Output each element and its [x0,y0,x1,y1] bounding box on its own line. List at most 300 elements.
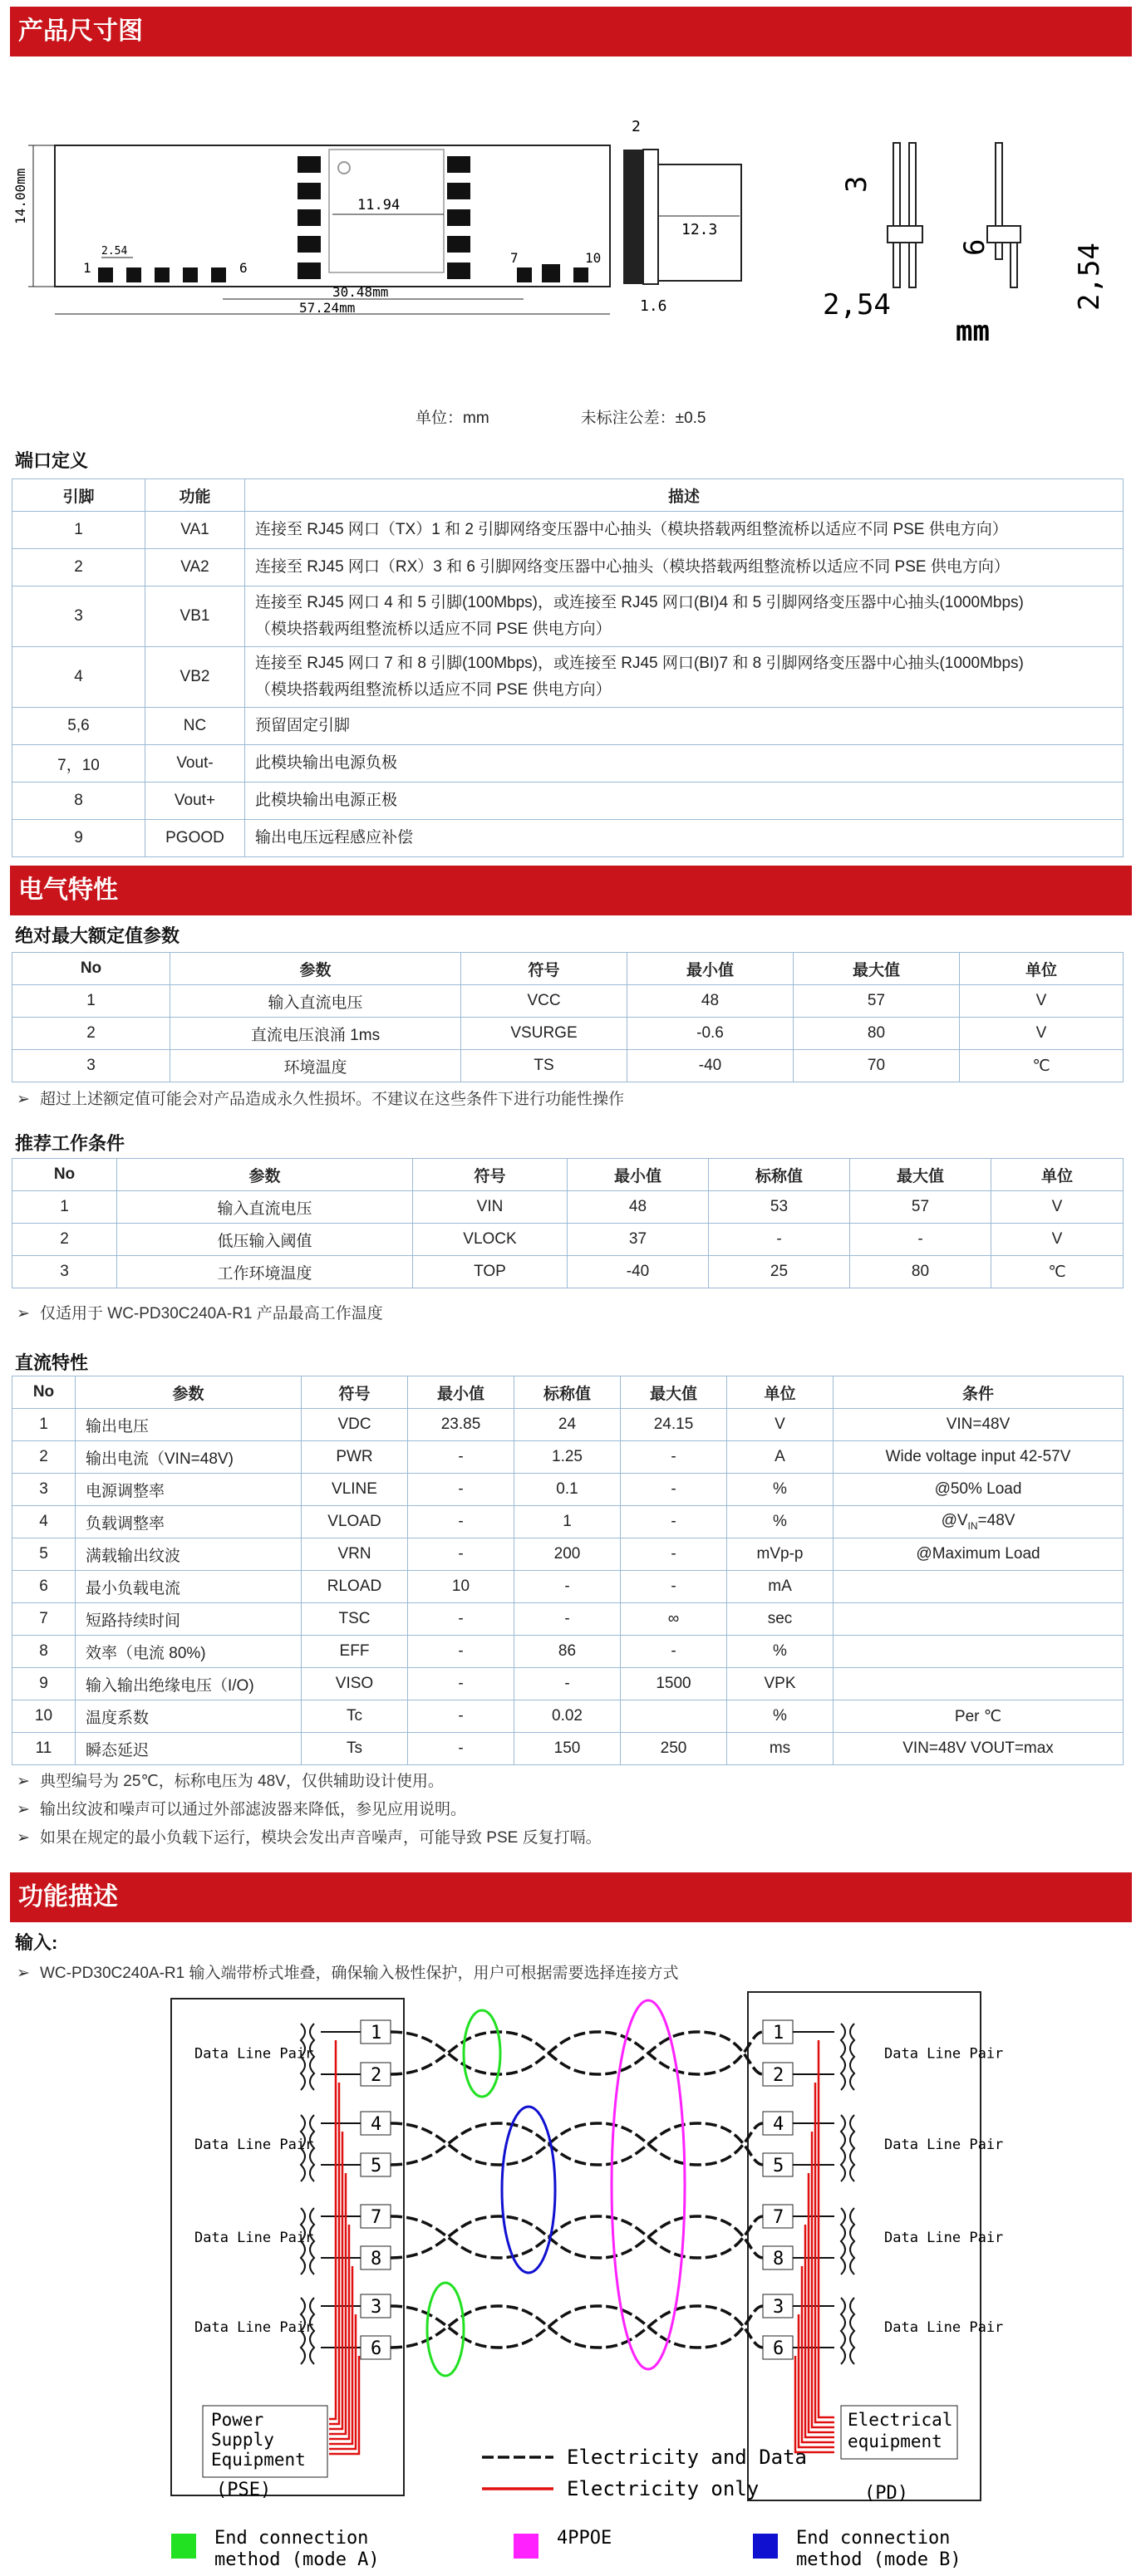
pin-cell: 2 [12,549,145,586]
desc-cell: 输出电压远程感应补偿 [245,820,1124,857]
table-cell: % [727,1636,834,1668]
table-header: 参数 [76,1376,302,1409]
table-cell: RLOAD [302,1571,408,1603]
table-header: 标称值 [709,1159,850,1191]
table-cell: - [850,1224,991,1256]
transformer-coil [841,2024,845,2090]
cable-wire [391,2216,763,2258]
table-cell: TOP [413,1256,568,1288]
table-cell: 7 [12,1603,76,1636]
table-cell [834,1668,1124,1700]
desc-cell: 预留固定引脚 [245,708,1124,745]
table-cell: TSC [302,1603,408,1636]
table-cell: - [709,1224,850,1256]
table-cell: 0.1 [514,1474,621,1506]
pair-lead [321,2032,361,2074]
table-row [12,1191,1124,1224]
power-wire-left [329,2040,336,2419]
side-1-6-label: 1.6 [640,297,667,315]
table-cell: ℃ [960,1050,1124,1082]
table-cell: 1.25 [514,1441,621,1474]
pair-lead [793,2216,834,2258]
transformer-coil [841,2298,845,2364]
table-cell: 输入直流电压 [170,985,461,1018]
table-cell: 80 [850,1256,991,1288]
table-cell: 25 [709,1256,850,1288]
desc-cell: 此模块输出电源负极 [245,745,1124,783]
data-line-pair-label-right: Data Line Pair [884,2137,1004,2153]
pin-3-label: 3 [840,175,873,193]
table-cell: 86 [514,1636,621,1668]
data-line-pair-label-left: Data Line Pair [194,2319,314,2336]
transformer-coil [850,2208,854,2274]
recommended-table [12,1158,1124,1288]
table-cell: - [514,1571,621,1603]
legend-power-label: Electricity only [567,2477,760,2500]
table-row [12,708,1124,745]
table-cell: -40 [627,1050,794,1082]
table-row [12,1668,1124,1700]
table-cell: VLOCK [413,1224,568,1256]
table-cell: VDC [302,1409,408,1441]
pin6-label: 6 [239,260,248,276]
pitch-254b-label: 2,54 [1073,243,1106,311]
table-cell: 3 [12,1474,76,1506]
transformer-coil [850,2024,854,2090]
table-cell: 输出电压 [76,1409,302,1441]
table-header: No [12,1159,117,1191]
function-cell: Vout- [145,745,245,783]
table-header: 单位 [991,1159,1124,1191]
function-cell: VA1 [145,512,245,549]
function-cell: VB2 [145,647,245,708]
function-cell: Vout+ [145,783,245,820]
table-cell: VLOAD [302,1506,408,1538]
function-cell: PGOOD [145,820,245,857]
pin-cell: 5,6 [12,708,145,745]
pin-cell: 8 [12,783,145,820]
data-line-pair-label-right: Data Line Pair [884,2230,1004,2246]
table-cell: - [408,1474,514,1506]
cable-wire [391,2216,763,2258]
input-title: 输入: [15,1932,58,1953]
transformer-coil [850,2298,854,2364]
table-cell: VLINE [302,1474,408,1506]
desc-cell: 连接至 RJ45 网口（TX）1 和 2 引脚网络变压器中心抽头（模块搭载两组整流桥以适应不同 PSE 供电方向） [245,512,1124,549]
legend-key-label: method (mode B) [796,2549,961,2570]
pin-label-right: 5 [773,2156,784,2176]
table-cell: Wide voltage input 42-57V [834,1441,1124,1474]
ports-header: 功能 [145,479,245,512]
input-desc: ➢ WC-PD30C240A-R1 输入端带桥式堆叠，确保输入极性保护，用户可根据需要选择连接方式 [17,1965,679,1982]
table-cell: 6 [12,1571,76,1603]
mm-label: mm [956,315,990,348]
table-cell: @50% Load [834,1474,1124,1506]
ports-title: 端口定义 [15,450,89,471]
recommended-note: ➢ 仅适用于 WC-PD30C240A-R1 产品最高工作温度 [17,1305,383,1322]
table-cell: Per ℃ [834,1700,1124,1733]
table-cell: - [408,1668,514,1700]
table-cell: 输入直流电压 [117,1191,413,1224]
pin-label-left: 3 [371,2297,382,2318]
power-wire-left [329,2083,339,2424]
table-cell: 53 [709,1191,850,1224]
table-cell: V [991,1191,1124,1224]
table-cell: V [727,1409,834,1441]
table-cell: 输入输出绝缘电压（I/O) [76,1668,302,1700]
units-note: 单位：mm 未标注公差：±0.5 [416,410,706,427]
table-cell: 80 [794,1018,960,1050]
table-row [12,586,1124,647]
pin-label-left: 5 [371,2156,382,2176]
table-cell: - [408,1700,514,1733]
table-cell: 48 [627,985,794,1018]
mode-b-marker [502,2107,555,2273]
table-cell: Ts [302,1733,408,1765]
table-cell: mA [727,1571,834,1603]
pd-label-line: equipment [848,2431,942,2451]
table-header: 条件 [834,1376,1124,1409]
legend-data-label: Electricity and Data [567,2446,807,2469]
side-2-label: 2 [632,118,641,135]
table-cell: % [727,1506,834,1538]
data-line-pair-label-left: Data Line Pair [194,2137,314,2153]
table-cell: 57 [794,985,960,1018]
table-cell: % [727,1700,834,1733]
table-cell: - [621,1571,727,1603]
recommended-title: 推荐工作条件 [15,1133,125,1154]
section-title-dimensions: 产品尺寸图 [10,7,1132,56]
legend-key-label: End connection [796,2528,951,2549]
table-cell: % [727,1474,834,1506]
table-cell: 低压输入阈值 [117,1224,413,1256]
pin-cell: 4 [12,647,145,708]
table-cell: Tc [302,1700,408,1733]
table-row [12,647,1124,708]
table-header: No [12,1376,76,1409]
table-row [12,1603,1124,1636]
table-cell: 3 [12,1256,117,1288]
table-cell: - [621,1636,727,1668]
table-header: 最小值 [408,1376,514,1409]
pin-cell: 7，10 [12,745,145,783]
table-cell: @Maximum Load [834,1538,1124,1571]
table-row [12,1474,1124,1506]
table-header: 最大值 [794,953,960,985]
table-cell: 1 [514,1506,621,1538]
table-row [12,1571,1124,1603]
table-header: 符号 [413,1159,568,1191]
pin-label-right: 8 [773,2249,784,2269]
pse-label-line: Power [211,2410,264,2430]
pair-lead [321,2216,361,2258]
legend-swatch [753,2534,778,2559]
function-cell: NC [145,708,245,745]
abs-max-table [12,952,1124,1082]
transformer-coil [841,2115,845,2181]
table-row [12,1636,1124,1668]
table-row [12,1733,1124,1765]
dc-notes: ➢ 典型编号为 25℃，标称电压为 48V，仅供辅助设计使用。 ➢ 输出纹波和噪声可以通过外部滤波器来降低，参见应用说明。 ➢ 如果在规定的最小负载下运行，模块会发出声音噪声，可能导致 PSE 反复打嗝。 [17,1773,602,1847]
desc-cell: 连接至 RJ45 网口 4 和 5 引脚(100Mbps)，或连接至 RJ45 网口(BI)4 和 5 引脚网络变压器中心抽头(1000Mbps) （模块搭载两组整流桥以适应不同 PSE 供电方向） [245,586,1124,647]
table-row [12,1224,1124,1256]
dc-table [12,1376,1124,1765]
cable-wire [391,2032,763,2074]
mode-a-marker [464,2010,500,2097]
table-cell: -40 [568,1256,709,1288]
pse-label-line: Supply [211,2430,274,2450]
table-cell: 150 [514,1733,621,1765]
table-cell: 23.85 [408,1409,514,1441]
table-cell: V [960,985,1124,1018]
dim-total-label: 57.24mm [299,300,356,316]
dc-title: 直流特性 [15,1352,89,1373]
table-row [12,1018,1124,1050]
pitch-254a-label: 2,54 [823,288,891,321]
table-header: 参数 [117,1159,413,1191]
table-cell: 2 [12,1018,170,1050]
pair-lead [793,2123,834,2165]
table-cell: - [621,1474,727,1506]
poe-wiring-diagram [0,1985,1136,2576]
table-cell: sec [727,1603,834,1636]
table-cell: VIN=48V VOUT=max [834,1733,1124,1765]
table-cell [834,1571,1124,1603]
table-cell: 最小负载电流 [76,1571,302,1603]
data-line-pair-label-left: Data Line Pair [194,2045,314,2063]
pin-label-right: 4 [773,2114,784,2135]
dim-height-label: 14.00mm [12,168,28,224]
table-cell: - [408,1441,514,1474]
ports-header: 引脚 [12,479,145,512]
table-cell: 24.15 [621,1409,727,1441]
table-cell: VISO [302,1668,408,1700]
table-header: 最大值 [621,1376,727,1409]
table-cell: 9 [12,1668,76,1700]
table-cell: $@V_{IN}=48V$ [834,1506,1124,1538]
table-row [12,549,1124,586]
pin-label-right: 1 [773,2023,784,2044]
table-row [12,783,1124,820]
cable-wire [391,2032,763,2074]
pin-label-right: 3 [773,2297,784,2318]
pin-cell: 1 [12,512,145,549]
pin7-label: 7 [510,250,519,266]
abs-max-title: 绝对最大额定值参数 [15,925,180,946]
power-wire-right [819,2040,834,2417]
table-cell: EFF [302,1636,408,1668]
cable-wire [391,2306,763,2348]
pin-cell: 3 [12,586,145,647]
pair-lead [793,2032,834,2074]
desc-cell: 此模块输出电源正极 [245,783,1124,820]
table-row [12,1409,1124,1441]
pin-label-left: 6 [371,2338,382,2359]
legend-key-label: method (mode A) [214,2549,380,2570]
table-header: No [12,953,170,985]
pin10-label: 10 [585,250,602,266]
table-cell: 1500 [621,1668,727,1700]
function-cell: VA2 [145,549,245,586]
table-cell: 负载调整率 [76,1506,302,1538]
table-cell: 70 [794,1050,960,1082]
table-cell: 0.02 [514,1700,621,1733]
pd-label-line: Electrical [848,2410,953,2430]
data-line-pair-label-left: Data Line Pair [194,2230,314,2246]
data-line-pair-label-right: Data Line Pair [884,2319,1004,2336]
table-cell [834,1636,1124,1668]
table-cell: V [960,1018,1124,1050]
pse-label-line: Equipment [211,2450,306,2470]
table-header: 最小值 [568,1159,709,1191]
table-cell: 短路持续时间 [76,1603,302,1636]
table-row [12,512,1124,549]
table-cell [834,1603,1124,1636]
pin-label-left: 2 [371,2065,382,2086]
table-cell: - [408,1636,514,1668]
legend-key-label: 4PPOE [557,2528,612,2549]
table-cell: mVp-p [727,1538,834,1571]
dimension-drawing [0,100,1136,349]
table-cell: 3 [12,1050,170,1082]
pin-cell: 9 [12,820,145,857]
table-cell: - [408,1506,514,1538]
table-cell: 1 [12,1409,76,1441]
table-cell: VRN [302,1538,408,1571]
table-cell: 工作环境温度 [117,1256,413,1288]
table-cell: VCC [461,985,627,1018]
table-cell: 5 [12,1538,76,1571]
table-cell: 37 [568,1224,709,1256]
pin-label-right: 2 [773,2065,784,2086]
table-cell: - [621,1441,727,1474]
table-header: 符号 [461,953,627,985]
table-cell: VIN=48V [834,1409,1124,1441]
pin1-label: 1 [83,260,91,276]
table-cell: 4 [12,1506,76,1538]
table-cell: 温度系数 [76,1700,302,1733]
pd-name: (PD) [864,2483,908,2504]
table-cell: -0.6 [627,1018,794,1050]
pin-label-left: 4 [371,2114,382,2135]
table-header: 最小值 [627,953,794,985]
table-cell: 输出电流（VIN=48V) [76,1441,302,1474]
table-cell: TS [461,1050,627,1082]
table-cell [621,1700,727,1733]
legend-swatch [514,2534,538,2559]
table-header: 标称值 [514,1376,621,1409]
table-cell: 200 [514,1538,621,1571]
function-cell: VB1 [145,586,245,647]
table-cell: ms [727,1733,834,1765]
table-cell: 8 [12,1636,76,1668]
table-header: 单位 [727,1376,834,1409]
4ppoe-marker [612,2000,685,2369]
table-cell: - [408,1733,514,1765]
desc-cell: 连接至 RJ45 网口 7 和 8 引脚(100Mbps)，或连接至 RJ45 网口(BI)7 和 8 引脚网络变压器中心抽头(1000Mbps) （模块搭载两组整流桥以适应不同 PSE 供电方向） [245,647,1124,708]
table-header: 单位 [960,953,1124,985]
table-header: 符号 [302,1376,408,1409]
table-cell: 48 [568,1191,709,1224]
table-row [12,1538,1124,1571]
table-row [12,985,1124,1018]
pin-label-right: 6 [773,2338,784,2359]
table-cell: PWR [302,1441,408,1474]
table-cell: 1 [12,1191,117,1224]
section-title-function: 功能描述 [10,1872,1132,1922]
table-cell: 250 [621,1733,727,1765]
table-cell: 效率（电流 80%) [76,1636,302,1668]
table-cell: 环境温度 [170,1050,461,1082]
table-cell: VIN [413,1191,568,1224]
pair-lead [321,2123,361,2165]
table-row [12,1700,1124,1733]
table-cell: 1 [12,985,170,1018]
table-row [12,1050,1124,1082]
dim-span-label: 30.48mm [332,284,389,300]
dim-inner-label: 11.94 [357,197,401,213]
table-cell: 10 [12,1700,76,1733]
table-cell: 2 [12,1224,117,1256]
pin-label-right: 7 [773,2207,784,2228]
cable-wire [391,2306,763,2348]
table-cell: ∞ [621,1603,727,1636]
pin-label-left: 1 [371,2023,382,2044]
pin-label-left: 8 [371,2249,382,2269]
table-cell: VPK [727,1668,834,1700]
legend-key-label: End connection [214,2528,369,2549]
table-cell: V [991,1224,1124,1256]
table-cell: ℃ [991,1256,1124,1288]
table-row [12,1441,1124,1474]
table-cell: VSURGE [461,1018,627,1050]
table-cell: - [621,1538,727,1571]
pin-label-left: 7 [371,2207,382,2228]
table-cell: - [621,1506,727,1538]
table-header: 参数 [170,953,461,985]
pin-6-label: 6 [958,238,991,256]
table-cell: - [408,1538,514,1571]
table-cell: 57 [850,1191,991,1224]
table-cell: 瞬态延迟 [76,1733,302,1765]
ports-table [12,478,1124,857]
transformer-coil [850,2115,854,2181]
table-cell: A [727,1441,834,1474]
abs-max-note: ➢ 超过上述额定值可能会对产品造成永久性损坏。不建议在这些条件下进行功能性操作 [17,1091,625,1108]
ports-header: 描述 [245,479,1124,512]
table-cell: 满载输出纹波 [76,1538,302,1571]
dim-pitch-label: 2.54 [101,245,128,258]
table-cell: - [408,1603,514,1636]
table-cell: - [514,1668,621,1700]
table-row [12,820,1124,857]
side-12-3-label: 12.3 [681,221,718,238]
pse-name: (PSE) [216,2480,272,2500]
section-title-electrical: 电气特性 [10,866,1132,915]
table-cell: - [514,1603,621,1636]
data-line-pair-label-right: Data Line Pair [884,2045,1004,2063]
table-cell: 10 [408,1571,514,1603]
cable-wire [391,2123,763,2165]
table-row [12,1506,1124,1538]
table-cell: 直流电压浪涌 1ms [170,1018,461,1050]
table-row [12,1256,1124,1288]
cable-wire [391,2123,763,2165]
table-row [12,745,1124,783]
desc-cell: 连接至 RJ45 网口（RX）3 和 6 引脚网络变压器中心抽头（模块搭载两组整流桥以适应不同 PSE 供电方向） [245,549,1124,586]
table-cell: 2 [12,1441,76,1474]
legend-swatch [171,2534,196,2559]
